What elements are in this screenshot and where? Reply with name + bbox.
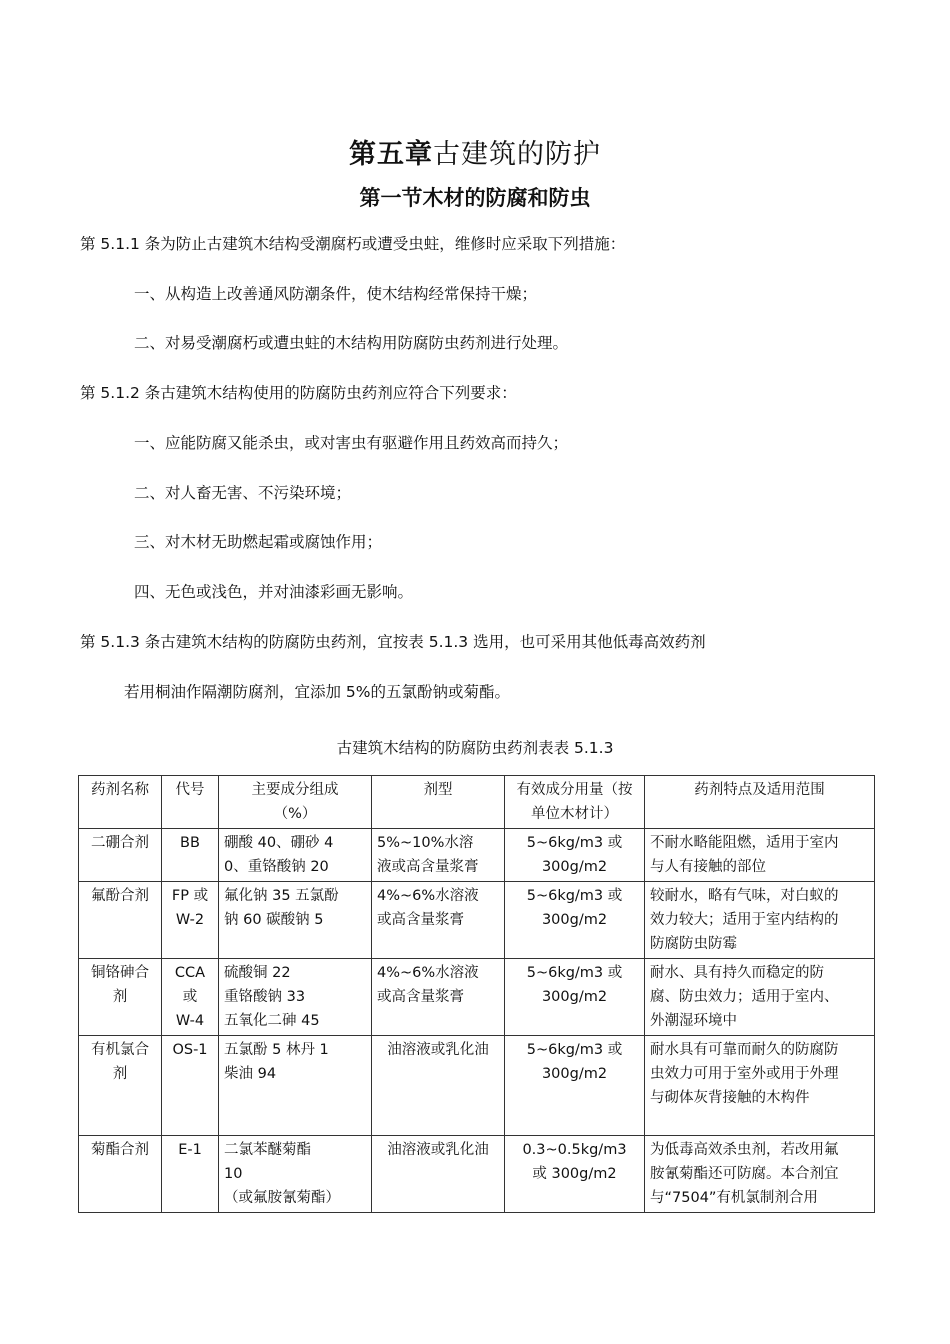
table-row — [79, 882, 875, 959]
cell-dosage: 0.3~0.5kg/m3 或 300g/m2 — [505, 1136, 645, 1213]
cell-name: 铜铬砷合 剂 — [79, 959, 162, 1036]
list-item: 一、从构造上改善通风防潮条件，使木结构经常保持干燥； — [134, 285, 538, 303]
cell-code: OS-1 — [162, 1036, 219, 1136]
chapter-title — [0, 132, 950, 171]
table-row — [79, 1036, 875, 1136]
cell-name: 有机氯合 剂 — [79, 1036, 162, 1136]
cell-features: 较耐水，略有气味，对白蚁的 效力较大；适用于室内结构的 防腐防虫防霉 — [645, 882, 875, 959]
list-item: 三、对木材无助燃起霜或腐蚀作用； — [134, 533, 383, 551]
cell-name: 氟酚合剂 — [79, 882, 162, 959]
clause-5-1-3: 第 5.1.3 条古建筑木结构的防腐防虫药剂，宜按表 5.1.3 选用，也可采用其他低毒高效药剂 — [80, 633, 706, 651]
cell-code: FP 或 W-2 — [162, 882, 219, 959]
header-features: 药剂特点及适用范围 — [645, 776, 875, 829]
cell-name: 菊酯合剂 — [79, 1136, 162, 1213]
header-code: 代号 — [162, 776, 219, 829]
header-form: 剂型 — [372, 776, 505, 829]
clause-5-1-1: 第 5.1.1 条为防止古建筑木结构受潮腐朽或遭受虫蛀，维修时应采取下列措施： — [80, 235, 626, 253]
list-item: 一、应能防腐又能杀虫，或对害虫有驱避作用且药效高而持久； — [134, 434, 569, 452]
cell-features: 耐水、具有持久而稳定的防 腐、防虫效力；适用于室内、 外潮湿环境中 — [645, 959, 875, 1036]
cell-code: E-1 — [162, 1136, 219, 1213]
header-name: 药剂名称 — [79, 776, 162, 829]
cell-dosage: 5~6kg/m3 或 300g/m2 — [505, 959, 645, 1036]
list-item: 二、对人畜无害、不污染环境； — [134, 484, 352, 502]
section-title: 第一节木材的防腐和防虫 — [359, 186, 591, 210]
list-item: 二、对易受潮腐朽或遭虫蛀的木结构用防腐防虫药剂进行处理。 — [134, 334, 569, 352]
chapter-number: 第五章 — [349, 139, 433, 170]
table-header-row — [79, 776, 875, 829]
header-dosage: 有效成分用量（按 单位木材计） — [505, 776, 645, 829]
cell-form: 5%~10%水溶 液或高含量浆膏 — [372, 829, 505, 882]
table-row — [79, 1136, 875, 1213]
cell-name: 二硼合剂 — [79, 829, 162, 882]
cell-dosage: 5~6kg/m3 或 300g/m2 — [505, 829, 645, 882]
cell-code: CCA 或 W-4 — [162, 959, 219, 1036]
chapter-name: 古建筑的防护 — [433, 139, 601, 170]
cell-form: 4%~6%水溶液 或高含量浆膏 — [372, 882, 505, 959]
table-caption: 古建筑木结构的防腐防虫药剂表表 5.1.3 — [336, 739, 614, 757]
clause-continuation: 若用桐油作隔潮防腐剂，宜添加 5%的五氯酚钠或菊酯。 — [124, 683, 511, 701]
cell-dosage: 5~6kg/m3 或 300g/m2 — [505, 882, 645, 959]
cell-composition: 二氯苯醚菊酯 10 （或氟胺氰菊酯） — [219, 1136, 372, 1213]
preservative-table — [78, 775, 875, 1213]
list-item: 四、无色或浅色，并对油漆彩画无影响。 — [134, 583, 414, 601]
cell-form: 油溶液或乳化油 — [372, 1036, 505, 1136]
cell-features: 为低毒高效杀虫剂，若改用氟 胺氰菊酯还可防腐。本合剂宜 与“7504”有机氯制剂合用 — [645, 1136, 875, 1213]
cell-composition: 氟化钠 35 五氯酚 钠 60 碳酸钠 5 — [219, 882, 372, 959]
cell-form: 油溶液或乳化油 — [372, 1136, 505, 1213]
cell-features: 耐水具有可靠而耐久的防腐防 虫效力可用于室外或用于外理 与砌体灰背接触的木构件 — [645, 1036, 875, 1136]
cell-composition: 硼酸 40、硼砂 4 0、重铬酸钠 20 — [219, 829, 372, 882]
cell-composition: 五氯酚 5 林丹 1 柴油 94 — [219, 1036, 372, 1136]
cell-code: BB — [162, 829, 219, 882]
cell-composition: 硫酸铜 22 重铬酸钠 33 五氧化二砷 45 — [219, 959, 372, 1036]
cell-features: 不耐水略能阻燃，适用于室内 与人有接触的部位 — [645, 829, 875, 882]
cell-form: 4%~6%水溶液 或高含量浆膏 — [372, 959, 505, 1036]
table-row — [79, 829, 875, 882]
table-row — [79, 959, 875, 1036]
header-composition: 主要成分组成 （%） — [219, 776, 372, 829]
cell-dosage: 5~6kg/m3 或 300g/m2 — [505, 1036, 645, 1136]
clause-5-1-2: 第 5.1.2 条古建筑木结构使用的防腐防虫药剂应符合下列要求： — [80, 384, 517, 402]
